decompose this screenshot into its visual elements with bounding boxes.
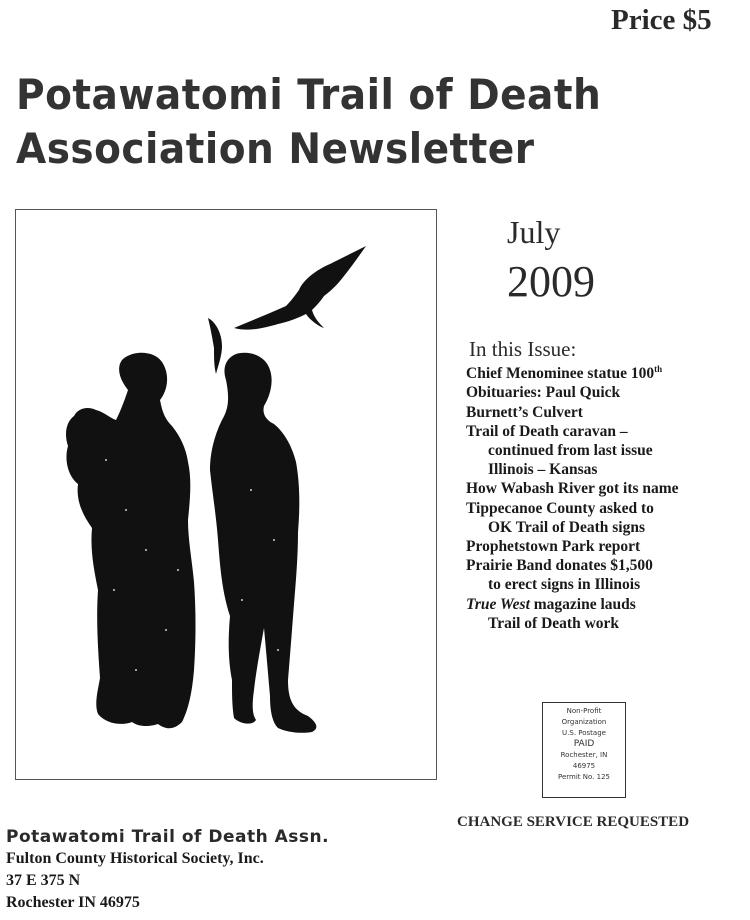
silhouette-art [16,210,436,779]
newsletter-title [16,68,695,176]
cover-illustration [15,209,437,780]
list-item: Illinois – Kansas [488,461,598,479]
list-item: Prophetstown Park report [466,537,641,555]
feather-icon [208,318,222,374]
price-label: Price $5 [611,4,712,36]
in-this-issue-heading: In this Issue: [469,337,577,361]
issue-year: 2009 [507,257,595,306]
contents-list [466,360,746,633]
address-society: Fulton County Historical Society, Inc. [6,850,264,867]
postage-indicia: Non-Profit Organization U.S. Postage PAID Rochester, IN 46975 Permit No. 125 [542,702,626,798]
list-item: OK Trail of Death signs [488,518,646,536]
title-line-2: Association Newsletter [16,124,535,173]
list-item: Tippecanoe County asked to [466,499,654,517]
father-silhouette [210,353,316,733]
list-item: Obituaries: Paul Quick [466,384,621,402]
address-city: Rochester IN 46975 [6,894,140,911]
title-line-1: Potawatomi Trail of Death [16,70,602,119]
address-org: Potawatomi Trail of Death Assn. [6,827,330,847]
change-service-notice: CHANGE SERVICE REQUESTED [457,814,690,830]
list-item: continued from last issue [488,441,653,459]
list-item: How Wabash River got its name [466,480,679,498]
list-item: Trail of Death work [488,614,620,632]
issue-month: July [507,214,561,250]
list-item: Burnett’s Culvert [466,403,583,421]
address-street: 37 E 375 N [6,872,81,889]
list-item: to erect signs in Illinois [488,576,641,594]
eagle-silhouette [234,246,366,330]
list-item: Trail of Death caravan – [466,422,628,440]
return-address [6,826,329,914]
list-item: Prairie Band donates $1,500 [466,557,653,575]
list-item: True West magazine lauds [466,595,636,613]
mother-silhouette [66,353,196,729]
list-item: Chief Menominee statue 100th [466,364,663,383]
